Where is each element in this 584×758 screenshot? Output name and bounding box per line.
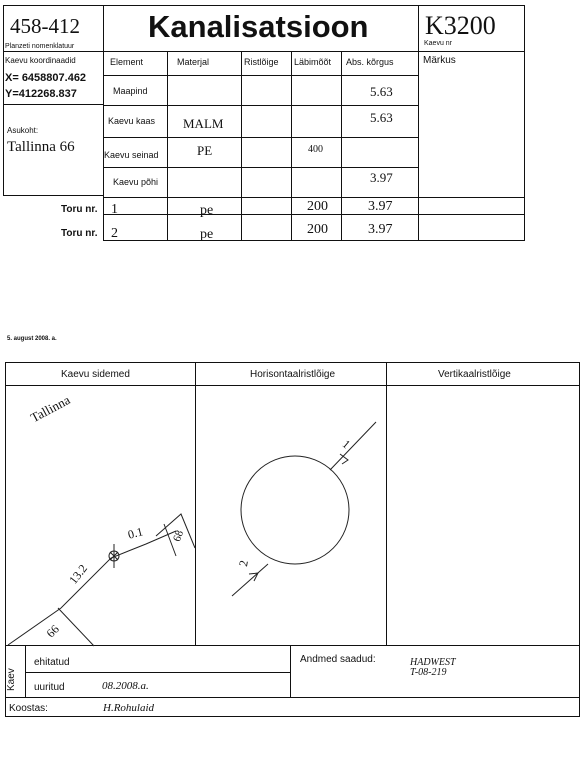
row-height: 5.63 xyxy=(370,110,393,125)
panel-title-vertical: Vertikaalristlõige xyxy=(438,369,511,380)
col-header-abs-height: Abs. kõrgus xyxy=(346,57,394,67)
col-header-material: Materjal xyxy=(177,57,210,67)
pipe-2-line xyxy=(232,564,268,596)
page-title: Kanalisatsioon xyxy=(148,9,369,44)
col-header-cross-section: Ristlõige xyxy=(244,57,279,67)
coord-y: Y=412268.837 xyxy=(5,88,77,100)
pipe-material: pe xyxy=(200,203,214,218)
col-header-element: Element xyxy=(110,57,144,67)
data-source-label: Andmed saadud: xyxy=(300,654,376,665)
row-element: Maapind xyxy=(113,86,148,96)
row-material: MALM xyxy=(183,116,224,131)
surveyed-value: 08.2008.a. xyxy=(102,680,149,692)
pipe-height: 3.97 xyxy=(368,199,393,214)
nomenclature-label: Planzeti nomenklatuur xyxy=(5,43,75,50)
pipe-number: 2 xyxy=(111,226,118,241)
coords-label: Kaevu koordinaadid xyxy=(5,56,76,65)
house-number: 68 xyxy=(170,528,187,544)
data-source-value: HADWEST xyxy=(410,657,456,668)
remarks-label: Märkus xyxy=(423,55,456,66)
compiled-value: H.Rohulaid xyxy=(103,702,155,714)
row-height: 5.63 xyxy=(370,84,393,99)
row-diameter: 400 xyxy=(308,144,323,155)
well-number-label: Kaevu nr xyxy=(424,40,453,47)
row-material: PE xyxy=(197,143,213,158)
location-label: Asukoht: xyxy=(7,126,39,135)
panel-title-horizontal: Horisontaalristlõige xyxy=(250,369,336,380)
distance-label: 13.2 xyxy=(66,561,91,587)
pipe-diameter: 200 xyxy=(307,222,328,237)
pipe-path xyxy=(8,531,176,645)
pipe-material: pe xyxy=(200,227,214,242)
pipe-label: Toru nr. xyxy=(61,228,98,239)
pipe-height: 3.97 xyxy=(368,222,393,237)
coord-x: X= 6458807.462 xyxy=(5,72,87,84)
surveyed-label: uuritud xyxy=(34,682,65,693)
pipe-1-line xyxy=(330,422,376,470)
horizontal-section-sketch xyxy=(196,386,386,645)
row-height: 3.97 xyxy=(370,170,393,185)
pipe-diameter: 200 xyxy=(307,199,328,214)
distance-label: 0.1 xyxy=(126,524,145,542)
nomenclature-value: 458-412 xyxy=(10,14,80,38)
well-circle xyxy=(241,456,349,564)
pipe-number: 1 xyxy=(111,202,118,217)
row-element: Kaevu põhi xyxy=(113,177,159,187)
pipe-number-label: 2 xyxy=(236,559,251,568)
well-number-value: K3200 xyxy=(425,11,496,40)
col-header-diameter: Läbimõõt xyxy=(294,57,332,67)
built-label: ehitatud xyxy=(34,657,70,668)
pipe-label: Toru nr. xyxy=(61,204,98,215)
house-66-corner xyxy=(58,608,94,646)
panel-title-connections: Kaevu sidemed xyxy=(61,369,130,380)
location-value: Tallinna 66 xyxy=(7,139,75,155)
street-label: Tallinna xyxy=(28,392,73,426)
well-side-label: Kaev xyxy=(6,668,17,691)
pipe-number-label: 1 xyxy=(339,436,354,452)
row-element: Kaevu seinad xyxy=(104,150,159,160)
row-element: Kaevu kaas xyxy=(108,116,156,126)
document-date: 5. august 2008. a. xyxy=(7,336,57,342)
house-number: 66 xyxy=(43,621,62,641)
compiled-label: Koostas: xyxy=(9,703,48,714)
data-source-value: T-08-219 xyxy=(410,667,447,678)
